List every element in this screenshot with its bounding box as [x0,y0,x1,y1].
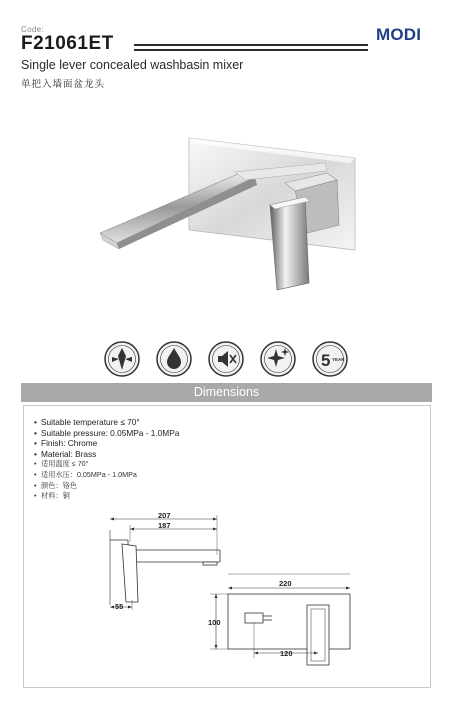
product-image [95,125,365,305]
product-code: F21061ET [21,33,114,54]
spec-item-cn: • 适用温度 ≤ 70° [34,459,89,469]
feature-icons [103,340,353,380]
spec-item: • Suitable pressure: 0.05MPa - 1.0MPa [34,427,180,438]
title-rule [134,44,368,51]
spec-item: • Material: Brass [34,448,97,459]
spec-item-cn: • 适用水压：0.05MPa - 1.0MPa [34,469,137,479]
ceramic-cartridge-icon [103,340,141,378]
brand-logo: MODI [376,25,422,44]
dim-front-height: 100 [208,618,221,627]
code-label: Code: [21,25,44,34]
product-subtitle: Single lever concealed washbasin mixer [21,58,244,72]
svg-text:YEAR: YEAR [332,357,345,362]
svg-text:5: 5 [321,351,331,370]
technical-drawing [100,510,360,670]
five-year-warranty-icon [311,340,349,378]
water-saving-icon [155,340,193,378]
dim-side-offset: 55 [115,602,124,611]
spec-list [34,417,179,502]
dimensions-header: Dimensions [21,383,432,402]
product-subtitle-cn: 单把入墙面盆龙头 [21,79,106,90]
spec-item: • Finish: Chrome [34,438,98,449]
dim-front-width: 220 [279,579,292,588]
dim-side-total: 207 [158,511,171,520]
noise-reduction-icon [207,340,245,378]
spec-item-cn: • 颜色：铬色 [34,480,77,490]
dim-front-spacing: 120 [280,649,293,658]
spec-item-cn: • 材料：铜 [34,491,70,501]
sparkle-clean-icon [259,340,297,378]
dim-side-spout: 187 [158,521,171,530]
spec-item: • Suitable temperature ≤ 70° [34,417,140,427]
